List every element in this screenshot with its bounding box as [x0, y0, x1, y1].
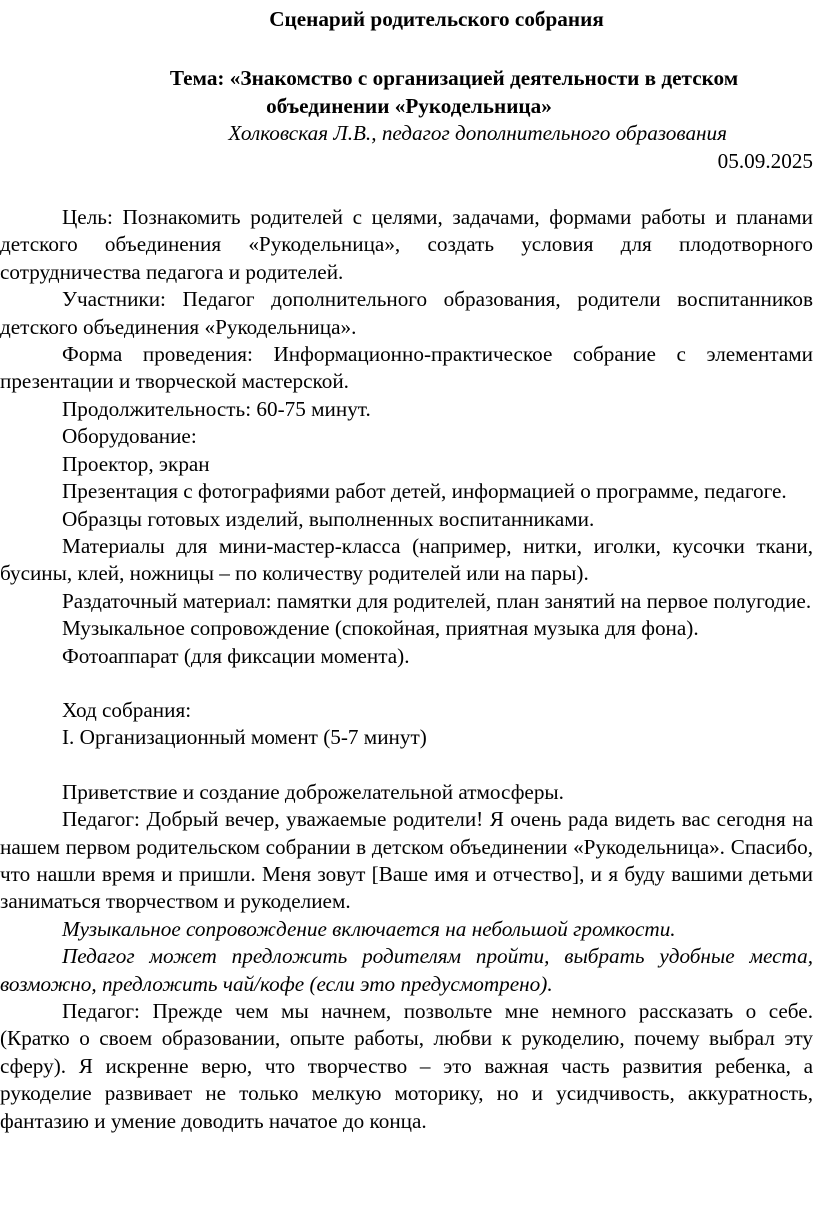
document-page: [0, 6, 816, 1216]
author-line: Холковская Л.В., педагог дополнительного образования: [228, 121, 727, 146]
equipment-item: Фотоаппарат (для фиксации момента).: [62, 643, 410, 668]
section-heading: I. Организационный момент (5-7 минут): [62, 725, 427, 750]
equipment-item: Образцы готовых изделий, выполненных воспитанниками.: [62, 506, 595, 531]
equipment-item: Музыкальное сопровождение (спокойная, приятная музыка для фона).: [62, 616, 699, 641]
document-title: Сценарий родительского собрания: [269, 7, 604, 31]
theme-line-1: Тема: «Знакомство с организацией деятельности в детском: [169, 66, 739, 91]
equipment-item: Раздаточный материал: памятки для родителей, план занятий на первое полугодие.: [62, 588, 812, 613]
form-paragraph: Форма проведения: Информационно-практическое собрание с элементами презентации и творческой мастерской.: [0, 342, 813, 394]
teacher-speech-1: Педагог: Добрый вечер, уважаемые родители! Я очень рада видеть вас сегодня на нашем первом родительском собрании в детском объединении «Рукодельница». Спасибо, что нашли время и пришли. Меня зовут [Ваше имя и отчество], и я буду вашими детьми заниматься творчеством и рукоделием.: [0, 807, 813, 914]
participants-paragraph: Участники: Педагог дополнительного образования, родители воспитанников детского объединения «Рукодельница».: [0, 287, 813, 339]
stage-note-1: Музыкальное сопровождение включается на небольшой громкости.: [62, 916, 676, 941]
equipment-heading: Оборудование:: [62, 424, 197, 449]
teacher-speech-2: Педагог: Прежде чем мы начнем, позвольте мне немного рассказать о себе. (Кратко о своем образовании, опыте работы, любви к рукоделию, почему выбрал эту сферу). Я искренне верю, что творчество – это важная часть развития ребенка, а рукоделие развивает не только мелкую моторику, но и усидчивость, аккуратность, фантазию и умение доводить начатое до конца.: [0, 999, 813, 1133]
theme-line-2: объединении «Рукодельница»: [266, 93, 552, 118]
goal-paragraph: Цель: Познакомить родителей с целями, задачами, формами работы и планами детского объединения «Рукодельница», создать условия для плодотворного сотрудничества педагога и родителей.: [0, 205, 813, 284]
greeting-heading: Приветствие и создание доброжелательной атмосферы.: [62, 779, 564, 804]
course-heading: Ход собрания:: [62, 697, 192, 722]
equipment-item: Проектор, экран: [62, 451, 210, 476]
equipment-item: Материалы для мини-мастер-класса (например, нитки, иголки, кусочки ткани, бусины, клей, ножницы – по количеству родителей или на пары).: [0, 533, 813, 586]
equipment-item: Презентация с фотографиями работ детей, информацией о программе, педагоге.: [62, 479, 787, 504]
document-date: 05.09.2025: [717, 148, 813, 173]
document-theme: [0, 65, 813, 120]
duration-paragraph: Продолжительность: 60-75 минут.: [62, 396, 371, 421]
stage-note-2: Педагог может предложить родителям пройти, выбрать удобные места, возможно, предложить чай/кофе (если это предусмотрено).: [0, 944, 813, 996]
